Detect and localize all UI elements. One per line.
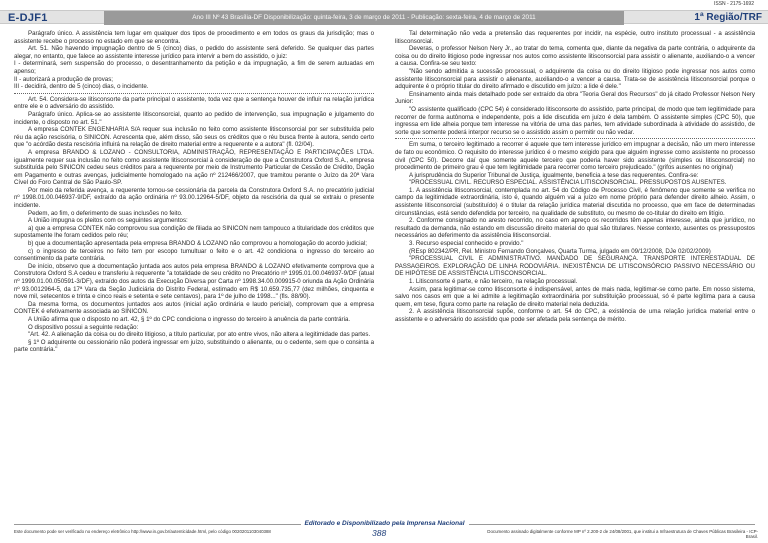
paragraph: Art. 51. Não havendo impugnação dentro de 5 (cinco) dias, o pedido do assistente será deferido. Se qualquer das partes alegar, no entanto, que falece ao assistente interesse jurídico para intervir a bem do assistido, o juiz: xyxy=(14,45,374,60)
paragraph: Parágrafo único. Aplica-se ao assistente litisconsorcial, quanto ao pedido de intervenção, sua impugnação e julgamento do incidente, o disposto no art. 51." xyxy=(14,110,374,126)
paragraph: c) o ingresso de terceiros no feito tem por escopo tumultuar o feito e o art. 42 condiciona o ingresso do terceiro ao consentimento da parte contrária. xyxy=(14,247,374,263)
paragraph: "PROCESSUAL CIVIL E ADMINISTRATIVO. MANDADO DE SEGURANÇA. TRANSPORTE INTERESTADUAL DE PASSAGEIROS. EXPLORAÇÃO DE LINHA RODOVIÁRIA. INEXISTÊNCIA DE LITISCONSÓRCIO PASSIVO NECESSÁRIO OU DE HIPÓTESE DE ASSISTÊNCIA LITISCONSORCIAL. xyxy=(395,255,755,278)
left-column xyxy=(14,30,374,516)
paragraph: Por meio da referida avença, a requerente tornou-se cessionária da parcela da Construtora Oxford S.A. no precatório judicial nº 1998.01.00.046937-9/DF, extraído da ação ordinária nº 93.00.12964-5/DF, objeto da rescisória da qual se extraiu o presente incidente. xyxy=(14,186,374,210)
paragraph: Ensinamento ainda mais detalhado pode ser extraído da obra "Teoria Geral dos Recursos" do já citado Professor Nelson Nery Junior: xyxy=(395,90,755,106)
page-number: 388 xyxy=(372,528,387,538)
paragraph: A jurisprudência do Superior Tribunal de Justiça, igualmente, beneficia a tese das requerentes. Confira-se: xyxy=(409,171,699,179)
paragraph: 3. Recurso especial conhecido e provido." xyxy=(409,240,524,248)
footer-rule xyxy=(14,520,755,528)
paragraph: "Não sendo admitida a sucessão processual, o adquirente da coisa ou do direito litigioso pode ingressar nos autos como assistente litisconsorcial para assistir o alienante, auxiliando-o a vencer a causa. Trata-se de assistência litisconsorcial porque o adquirente é o próprio titular do direito afirmado e discutido em juízo: a lide é dele." xyxy=(395,67,755,91)
paragraph: Assim, para legitimar-se como litisconsorte é indispensável, antes de mais nada, legitimar-se como parte. Em nosso sistema, salvo nos casos em que a lei admite a legitimação extraordinária por substituição processual, só é parte legítima para a causa quem, em tese, figura como parte na relação de direito material nela deduzida. xyxy=(395,285,755,308)
paragraph: II - autorizará a produção de provas; xyxy=(14,75,113,83)
right-column xyxy=(395,30,755,516)
paragraph: Pedem, ao fim, o deferimento de suas inclusões no feito. xyxy=(28,209,183,217)
paragraph: 1. Litisconsorte é parte, e não terceiro, na relação processual. xyxy=(409,278,578,285)
section-separator xyxy=(14,93,374,94)
header-band xyxy=(0,10,768,24)
paragraph: I - determinará, sem suspensão do processo, o desentranhamento da petição e da impugnação, a fim de serem autuadas em apenso; xyxy=(14,60,374,75)
paragraph: Deveras, o professor Nelson Nery Jr., ao tratar do tema, comenta que, diante da negativa da parte contrária, o adquirente da coisa ou do direito litigioso pode ingressar nos autos como assistente litisconsorcial para assistir o alienante, auxiliando-o a vencer a causa. Confira-se seu texto: xyxy=(395,45,755,68)
paragraph: A empresa BRANDO & LOZANO - CONSULTORIA, ADMINISTRAÇÃO, REPRESENTAÇÃO E PARTICIPAÇÕES LTDA. igualmente requer sua inclusão no feito como assistente litisconsorcial à consideração de que a Construtora Oxford S.A., empresa substituída pelo SINICON cedeu seus créditos para a requerente por meio de Instrumento Particular de Cessão de Crédito, Dação em Pagamento e outras avenças, judicialmente homologado na ação nº 212466/2007, que tramitou perante o Juízo da 20ª Vara Cível do Foro Central de São Paulo-SP. xyxy=(14,148,374,187)
paragraph: 1. A assistência litisconsorcial, contemplada no art. 54 do Código de Processo Civil, é fenômeno que somente se verifica no campo da legitimidade extraordinária, isto é, quando alguém vai a juízo em nome próprio para defender direito alheio. Assim, o assistente litisconsorcial (substituído) é o titular da relação jurídica material discutida no processo, que em face de determinadas circunstâncias, está sendo defendida por terceiro, na qualidade de substituto, ou mesmo de co-titular do direito em litígio. xyxy=(395,186,755,217)
paragraph: III - decidirá, dentro de 5 (cinco) dias, o incidente. xyxy=(14,83,149,91)
footer-publisher-label: Editorado e Disponibilizado pela Imprensa Nacional xyxy=(300,520,468,528)
paragraph: (REsp 802342/PR, Rel. Ministro Fernando Gonçalves, Quarta Turma, julgado em 09/12/2008, DJe 02/02/2009) xyxy=(409,247,711,255)
region-label: 1ª Região/TRF xyxy=(694,12,762,23)
footer-signature-note: Documento assinado digitalmente conforme MP nº 2.200-2 de 24/08/2001, que institui a Infraestrutura de Chaves Públicas Brasileira - ICP-Brasil. xyxy=(487,529,758,540)
paragraph: Em suma, o terceiro legitimado a recorrer é aquele que tem interesse jurídico em impugnar a decisão, não um mero interesse de fato ou econômico. O requisito do interesse jurídico é o mesmo exigido para que alguém ingresse como assistente no processo civil (CPC 50). Decorre daí que somente aquele terceiro que poderia haver sido assistente (simples ou litisconsorcial) no procedimento de primeiro grau é que tem legitimidade para recorrer como terceiro prejudicado." (grifos ausentes no original) xyxy=(395,141,755,172)
paragraph: De início, observo que a documentação juntada aos autos pela empresa BRANDO & LOZANO efetivamente comprova que a Construtora Oxford S.A cedeu e transferiu à requerente "a totalidade de seu crédito no Precatório nº 1995.01.00.046937-9/DF (atual nº 1999.01.00.050591-3/DF), extraído dos autos da Execução Diversa por Carta nº 1998.34.00.009915-0 oriunda da Ação Ordinária nº 93.0012964-5, da 17ª Vara da Seção Judiciária do Distrito Federal, estimado em R$ 10.659.735,77 (dez milhões, cinquenta e nove mil, setecentos e trinta e cinco reais e setenta e sete centavos), para 1º de julho de 1998..." (fls. 88/90). xyxy=(14,262,374,301)
paragraph: "O assistente qualificado (CPC 54) é considerado litisconsorte do assistido, parte principal, de modo que tem legitimidade para recorrer de forma autônoma e independente, pois a lide discutida em juízo é dela também. O assistente simples (CPC 50), que ingressa em lide alheia porque tem interesse na vitória de uma das partes, tem atividade subordinada à atividade do assistido, de sorte que somente poderá interpor recurso se o assistido assim o permitir ou não vedar. xyxy=(395,105,755,136)
journal-logo: E-DJF1 xyxy=(8,12,48,24)
paragraph: b) que a documentação apresentada pela empresa BRANDO & LOZANO não comprovou a homologação do acordo judicial; xyxy=(28,240,367,248)
paragraph: 2. Conforme consignado no aresto recorrido, no caso em apreço os recorridos têm apenas interesse, ainda que jurídico, no resultado da demanda, não estando em discussão direito material do qual são titulares. Nesse contexto, ausentes os pressupostos necessários ao deferimento da assistência litisconsorcial. xyxy=(395,217,755,240)
paragraph: Tal determinação não veda a pretensão das requerentes por incidir, na espécie, outro instituto processual - a assistência litisconsorcial. xyxy=(395,30,755,45)
paragraph: § 1º O adquirente ou cessionário não poderá ingressar em juízo, substituindo o alienante, ou o cedente, sem que o consinta a parte contrária." xyxy=(14,338,374,354)
paragraph: 2. A assistência litisconsorcial supõe, conforme o art. 54 do CPC, a existência de uma relação jurídica material entre o assistente e o adversário do assistido que pode ser afetada pela sentença de mérito. xyxy=(395,308,755,323)
footer-verification-note: Este documento pode ser verificado no endereço eletrônico http://www.in.gov.br/autenticidade.html, pelo código 0020201103040388 xyxy=(14,529,271,534)
paragraph: Parágrafo único. A assistência tem lugar em qualquer dos tipos de procedimento e em todos os graus da jurisdição; mas o assistente recebe o processo no estado em que se encontra. xyxy=(14,30,374,45)
paragraph: Da mesma forma, os documentos juntados aos autos (inicial ação ordinária e laudo pericial), comprovam que a empresa CONTEK é efetivamente associada ao SINICON. xyxy=(14,300,374,316)
issue-info: Ano III Nº 43 Brasília-DF Disponibilização: quinta-feira, 3 de março de 2011 - Publicação: sexta-feira, 4 de março de 2011 xyxy=(104,11,624,25)
paragraph: A empresa CONTEK ENGENHARIA S/A requer sua inclusão no feito como assistente litisconsorcial por ser substituída pelo réu da ação rescisória, o SINICON. Acrescenta que, além disso, são seus os créditos que o réu busca frente à autora, sendo certo que "o acórdão desta rescisória influirá na relação de direito material entre a requerente e a autora" (fl. 02/04). xyxy=(14,126,374,149)
paragraph: A União impugna os pleitos com os seguintes argumentos: xyxy=(28,217,188,225)
paragraph: "PROCESSUAL CIVIL. RECURSO ESPECIAL. ASSISTÊNCIA LITISCONSORCIAL. PRESSUPOSTOS AUSENTES. xyxy=(409,179,727,187)
paragraph: a) que a empresa CONTEK não comprovou sua condição de filiada ao SINICON nem tampouco a titularidade dos créditos que supostamente lhe foram cedidos pelo réu; xyxy=(14,224,374,240)
paragraph: O dispositivo possui a seguinte redação: xyxy=(28,323,139,331)
issn-label: ISSN - 2175-1692 xyxy=(713,1,754,7)
paragraph: A União afirma que o disposto no art. 42, § 1º do CPC condiciona o ingresso do terceiro à anuência da parte contrária. xyxy=(28,315,351,323)
section-separator xyxy=(395,138,755,139)
paragraph: Art. 54. Considera-se litisconsorte da parte principal o assistente, toda vez que a sentença houver de influir na relação jurídica entre ele e o adversário do assistido. xyxy=(14,95,374,111)
paragraph: "Art. 42. A alienação da coisa ou do direito litigioso, a título particular, por ato entre vivos, não altera a legitimidade das partes. xyxy=(28,331,371,339)
